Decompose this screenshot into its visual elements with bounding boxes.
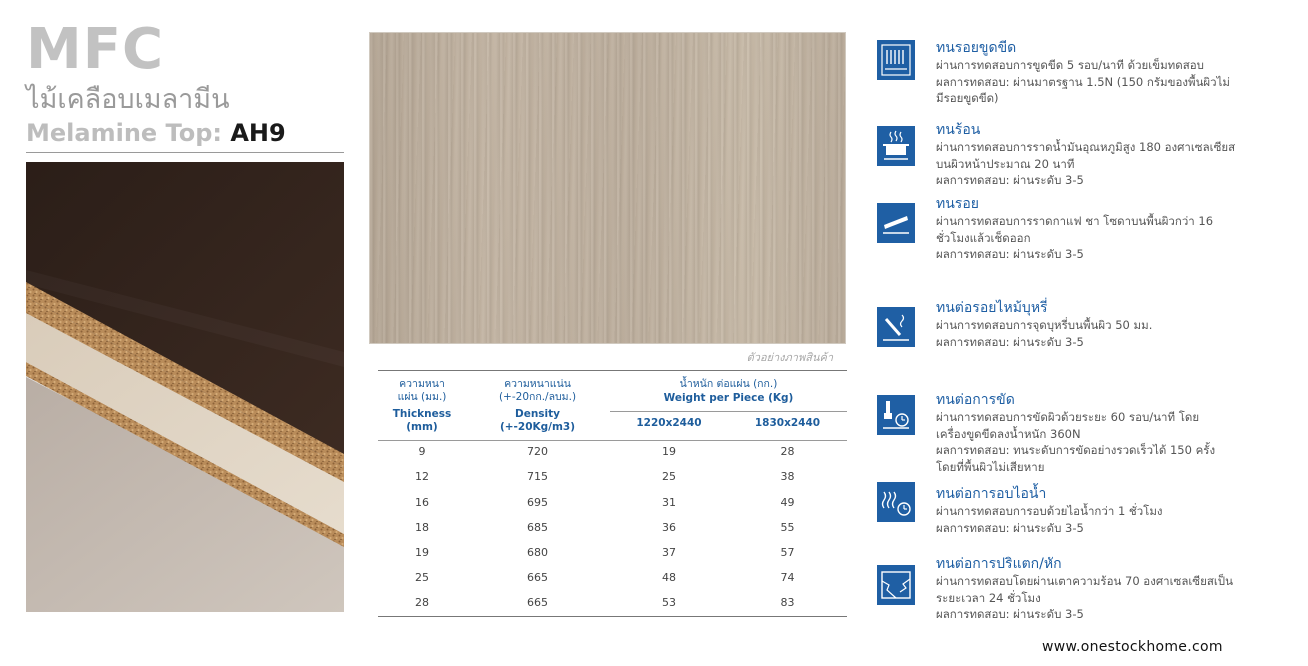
header-thickness-en: Thickness (mm) xyxy=(392,408,452,433)
sample-caption: ตัวอย่างภาพสินค้า xyxy=(746,351,833,364)
table-cell-w2: 28 xyxy=(780,445,795,458)
table-cell-w2: 38 xyxy=(780,470,795,483)
cigarette-icon xyxy=(877,307,915,347)
feature-description-line: บนผิวหน้าประมาณ 20 นาที xyxy=(936,156,1075,171)
table-top-rule xyxy=(378,370,847,371)
scratch-icon xyxy=(877,40,915,80)
table-cell-density: 720 xyxy=(527,445,548,458)
feature-description-line: มีรอยขูดขีด) xyxy=(936,91,999,105)
website-url: www.onestockhome.com xyxy=(1042,639,1223,655)
title-divider xyxy=(26,152,344,153)
table-cell-thickness: 28 xyxy=(415,596,429,609)
table-cell-w2: 57 xyxy=(780,546,795,559)
feature-description-line: ผลการทดสอบ: ผ่านระดับ 3-5 xyxy=(936,520,1084,535)
header-bottom-rule xyxy=(378,440,847,441)
feature-description-line: ชั่วโมงแล้วเช็ดออก xyxy=(936,230,1031,245)
feature-description-line: เครื่องขูดขีดลงน้ำหนัก 360N xyxy=(936,426,1081,441)
table-cell-w1: 53 xyxy=(662,596,676,609)
feature-description-line: ผลการทดสอบ: ผ่านระดับ 3-5 xyxy=(936,334,1084,349)
header-density-en: Density (+-20Kg/m3) xyxy=(499,408,576,433)
feature-description-line: ผ่านการทดสอบการขัดผิวด้วยระยะ 60 รอบ/นาที โดย xyxy=(936,410,1200,424)
feature-description-line: ผ่านการทดสอบการราดกาแฟ ชา โซดาบนพื้นผิวกว่า 16 xyxy=(936,214,1214,228)
weight-subheader-rule xyxy=(610,411,847,412)
table-cell-w2: 74 xyxy=(780,571,795,584)
table-cell-density: 665 xyxy=(527,596,548,609)
hot-pot-icon xyxy=(877,126,915,166)
steam-icon xyxy=(877,482,915,522)
table-cell-thickness: 9 xyxy=(418,445,426,458)
table-cell-density: 715 xyxy=(527,470,548,483)
melamine-label-text: Melamine Top: xyxy=(26,119,231,147)
table-cell-density: 685 xyxy=(527,521,548,534)
feature-title: ทนต่อการขัด xyxy=(936,392,1015,408)
melamine-top-label xyxy=(26,121,286,145)
table-cell-w2: 83 xyxy=(780,596,795,609)
table-cell-w1: 25 xyxy=(662,470,676,483)
feature-title: ทนต่อรอยไหม้บุหรี่ xyxy=(936,300,1048,316)
table-cell-density: 680 xyxy=(527,546,548,559)
table-cell-thickness: 12 xyxy=(415,470,429,483)
table-bottom-rule xyxy=(378,616,847,617)
table-cell-w2: 49 xyxy=(780,496,795,509)
table-cell-density: 695 xyxy=(527,496,548,509)
feature-description-line: โดยที่พื้นผิวไม่เสียหาย xyxy=(936,459,1045,474)
feature-title: ทนรอย xyxy=(936,196,979,212)
header-density-th: ความหนาแน่น (+-20กก./ลบม.) xyxy=(498,378,577,403)
feature-description-line: ผลการทดสอบ: ผ่านระดับ 3-5 xyxy=(936,247,1084,261)
feature-description-line: ผ่านการทดสอบการราดน้ำมันอุณหภูมิสูง 180 องศาเซลเซียส xyxy=(936,140,1236,154)
feature-description-line: ผลการทดสอบ: ผ่านมาตรฐาน 1.5N (150 กรัมของพื้นผิวไม่ xyxy=(936,74,1230,89)
header-weight-th: น้ำหนัก ต่อแผ่น (กก.) xyxy=(679,378,778,390)
feature-title: ทนต่อการอบไอน้ำ xyxy=(936,486,1047,502)
feature-description-line: ผ่านการทดสอบการขูดขีด 5 รอบ/นาที ด้วยเข็มทดสอบ xyxy=(936,58,1204,72)
stain-icon xyxy=(877,203,915,243)
feature-description-line: ผลการทดสอบ: ทนระดับการขัดอย่างรวดเร็วได้ 150 ครั้ง xyxy=(936,443,1216,457)
feature-description-line: ผลการทดสอบ: ผ่านระดับ 3-5 xyxy=(936,173,1084,187)
header-weight-en: Weight per Piece (Kg) xyxy=(663,392,794,404)
abrasion-icon xyxy=(877,395,915,435)
board-stack-photo xyxy=(26,162,344,612)
crack-icon xyxy=(877,565,915,605)
brand-title: MFC xyxy=(26,17,165,82)
feature-description-line: ผ่านการทดสอบการอบด้วยไอน้ำกว่า 1 ชั่วโมง xyxy=(936,504,1163,518)
table-cell-w1: 48 xyxy=(662,571,676,584)
feature-description-line: ระยะเวลา 24 ชั่วโมง xyxy=(936,590,1041,605)
header-thickness-th: ความหนา แผ่น (มม.) xyxy=(397,378,447,403)
table-cell-w1: 37 xyxy=(662,546,676,559)
wood-sample-swatch xyxy=(369,32,846,344)
table-cell-thickness: 18 xyxy=(415,521,429,534)
feature-title: ทนต่อการปริแตก/หัก xyxy=(936,556,1062,572)
feature-description-line: ผ่านการทดสอบโดยผ่านเตาความร้อน 70 องศาเซลเซียสเป็น xyxy=(936,574,1233,588)
feature-description-line: ผ่านการทดสอบการจุดบุหรี่บนพื้นผิว 50 มม. xyxy=(936,318,1153,332)
table-cell-w2: 55 xyxy=(780,521,795,534)
header-size-b: 1830x2440 xyxy=(754,417,821,429)
table-cell-thickness: 19 xyxy=(415,546,429,559)
table-cell-thickness: 25 xyxy=(415,571,429,584)
table-cell-w1: 36 xyxy=(662,521,676,534)
table-cell-w1: 19 xyxy=(662,445,676,458)
feature-description-line: ผลการทดสอบ: ผ่านระดับ 3-5 xyxy=(936,607,1084,621)
thai-product-name: ไม้เคลือบเมลามีน xyxy=(26,84,230,115)
table-cell-w1: 31 xyxy=(662,496,676,509)
product-code: AH9 xyxy=(230,119,286,147)
table-cell-density: 665 xyxy=(527,571,548,584)
feature-title: ทนรอยขูดขีด xyxy=(936,40,1017,56)
feature-title: ทนร้อน xyxy=(936,122,981,138)
table-cell-thickness: 16 xyxy=(415,496,429,509)
header-size-a: 1220x2440 xyxy=(636,417,702,429)
